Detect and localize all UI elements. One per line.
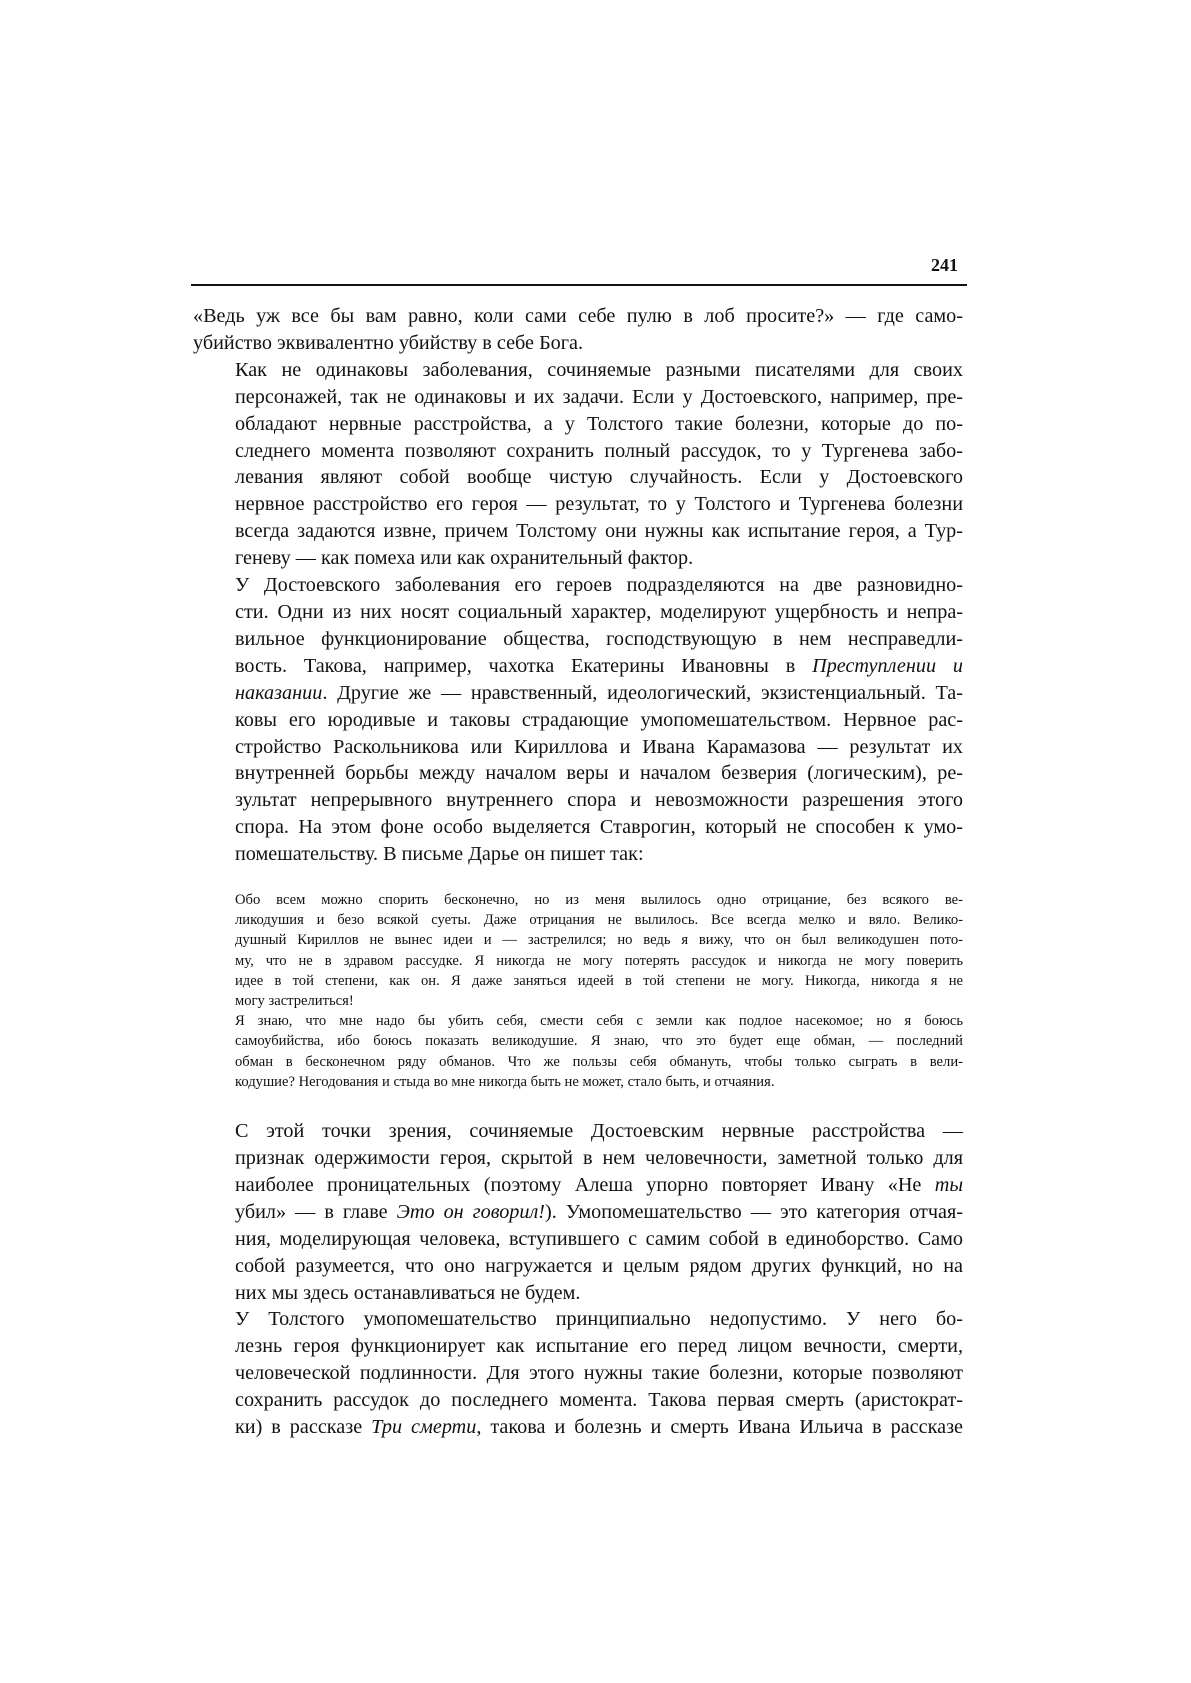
quote-line: ликодушия и безо всякой суеты. Даже отрицания не вылилось. Все всегда мелко и вяло. Велико-	[235, 912, 963, 929]
text-line: убийство эквивалентно убийству в себе Бога.	[193, 331, 584, 354]
text-line: собой разумеется, что оно нагружается и целым рядом других функций, но на	[235, 1254, 963, 1277]
text-segment: , такова и болезнь и смерть Ивана Ильича в рассказе	[476, 1416, 963, 1439]
text-line: человеческой подлинности. Для этого нужны такие болезни, которые позволяют	[235, 1362, 963, 1385]
text-line: У Толстого умопомешательство принципиально недопустимо. У него бо-	[235, 1308, 963, 1331]
text-line: персонажей, так не одинаковы и их задачи. Если у Достоевского, например, пре-	[235, 385, 963, 408]
text-segment: убил» — в главе	[235, 1200, 388, 1223]
italic-title: Три смерти	[371, 1416, 477, 1439]
text-line: вильное функционирование общества, господствующую в нем несправедли-	[235, 627, 963, 650]
header-rule	[191, 284, 967, 286]
italic-title: Преступлении и	[812, 654, 963, 677]
quote-line: му, что не в здравом рассудке. Я никогда не могу потерять рассудок и никогда не могу поверить	[235, 952, 963, 969]
quote-paragraph-2	[193, 1011, 963, 1092]
paragraph-1	[193, 303, 963, 357]
italic-title: наказании	[235, 681, 323, 704]
text-line	[193, 1172, 963, 1199]
text-segment: вость. Такова, например, чахотка Екатерины Ивановны в	[235, 654, 796, 677]
text-line	[193, 1199, 963, 1226]
text-line: лезнь героя функционирует как испытание его перед лицом вечности, смерти,	[235, 1335, 963, 1358]
paragraph-2	[193, 357, 963, 572]
quote-line: могу застрелиться!	[235, 993, 354, 1010]
text-line: обладают нервные расстройства, а у Толстого такие болезни, которые до по-	[235, 412, 963, 435]
text-line: них мы здесь останавливаться не будем.	[235, 1281, 581, 1304]
quote-paragraph-1	[193, 890, 963, 1011]
paragraph-4	[193, 1118, 963, 1306]
text-line	[193, 653, 963, 680]
text-line: стройство Раскольникова или Кириллова и Ивана Карамазова — результат их	[235, 735, 963, 758]
page-number: 241	[931, 255, 958, 275]
quote-line: Я знаю, что мне надо бы убить себя, смести себя с земли как подлое насекомое; но я боюсь	[235, 1013, 963, 1030]
text-line: Как не одинаковы заболевания, сочиняемые разными писателями для своих	[235, 358, 963, 381]
text-segment: ки) в рассказе	[235, 1416, 363, 1439]
paragraph-5	[193, 1306, 963, 1441]
text-line: С этой точки зрения, сочиняемые Достоевским нервные расстройства —	[235, 1120, 963, 1143]
text-line: ния, моделирующая человека, вступившего с самим собой в единоборство. Само	[235, 1227, 963, 1250]
block-quote	[193, 890, 963, 1092]
quote-line: идее в той степени, как он. Я даже заняться идеей в той степени не могу. Никогда, никогда я не	[235, 972, 963, 989]
text-line: сохранить рассудок до последнего момента. Такова первая смерть (аристократ-	[235, 1389, 963, 1412]
text-segment: . Другие же — нравственный, идеологический, экзистенциальный. Та-	[322, 681, 963, 704]
text-segment: ). Умопомешательство — это категория отчая-	[545, 1200, 964, 1223]
text-line: ковы его юродивые и таковы страдающие умопомешательством. Нервное рас-	[235, 708, 963, 731]
italic-word: ты	[934, 1173, 963, 1196]
text-line: У Достоевского заболевания его героев подразделяются на две разновидно-	[235, 574, 963, 597]
quote-line: обман в бесконечном ряду обманов. Что же пользы себя обмануть, чтобы только сыграть в вели-	[235, 1053, 963, 1070]
italic-title: Это он говорил!	[396, 1200, 546, 1223]
quote-line: Обо всем можно спорить бесконечно, но из меня вылилось одно отрицание, без всякого ве-	[235, 892, 963, 909]
text-line: левания являют собой вообще чистую случайность. Если у Достоевского	[235, 466, 963, 489]
text-line: следнего момента позволяют сохранить полный рассудок, то у Тургенева забо-	[235, 439, 963, 462]
text-line: внутренней борьбы между началом веры и началом безверия (логическим), ре-	[235, 762, 963, 785]
text-line: признак одержимости героя, скрытой в нем человечности, заметной только для	[235, 1146, 963, 1169]
text-line	[193, 1414, 963, 1441]
quote-line: душный Кириллов не вынес идеи и — застрелился; но ведь я вижу, что он был великодушен пото-	[235, 932, 963, 949]
text-line: всегда задаются извне, причем Толстому они нужны как испытание героя, а Тур-	[235, 520, 963, 543]
text-segment: наиболее проницательных (поэтому Алеша упорно повторяет Ивану «Не	[235, 1173, 922, 1196]
text-line: помешательству. В письме Дарье он пишет так:	[235, 843, 644, 866]
text-line: геневу — как помеха или как охранительный фактор.	[235, 547, 694, 570]
text-line: зультат непрерывного внутреннего спора и невозможности разрешения этого	[235, 789, 963, 812]
quote-line: самоубийства, ибо боюсь показать великодушие. Я знаю, что это будет еще обман, — последний	[235, 1033, 963, 1050]
paragraph-3	[193, 572, 963, 868]
quote-line: кодушие? Негодования и стыда во мне никогда быть не может, стало быть, и отчаяния.	[235, 1073, 775, 1090]
text-line: сти. Одни из них носят социальный характер, моделируют ущербность и непра-	[235, 600, 963, 623]
text-line: нервное расстройство его героя — результат, то у Толстого и Тургенева болезни	[235, 493, 963, 516]
main-text	[193, 303, 963, 1441]
text-line	[193, 680, 963, 707]
text-line: спора. На этом фоне особо выделяется Ставрогин, который не способен к умо-	[235, 816, 963, 839]
text-line: «Ведь уж все бы вам равно, коли сами себе пулю в лоб просите?» — где само-	[193, 305, 963, 327]
